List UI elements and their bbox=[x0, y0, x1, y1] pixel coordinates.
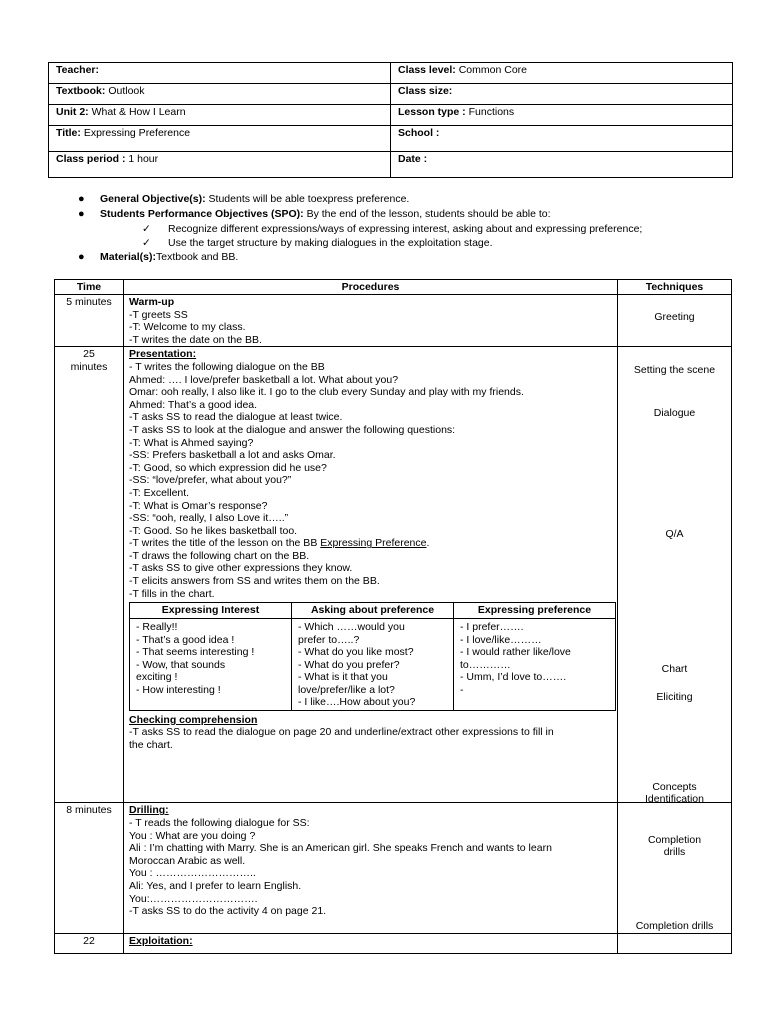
textbook-cell: Textbook: Outlook bbox=[49, 84, 391, 105]
checkmark-icon: ✓ bbox=[142, 237, 151, 249]
table-header-row bbox=[55, 280, 732, 295]
expressions-chart bbox=[129, 602, 616, 711]
unit-cell: Unit 2: What & How I Learn bbox=[49, 105, 391, 126]
school-cell: School : bbox=[391, 126, 733, 152]
chart-header-expressing: Expressing preference bbox=[454, 603, 616, 619]
class-period-cell: Class period : 1 hour bbox=[49, 152, 391, 178]
exploitation-row bbox=[55, 934, 732, 954]
presentation-row bbox=[55, 347, 732, 803]
spo-item: ✓ Recognize different expressions/ways of expressing interest, asking about and expressing preference; bbox=[142, 223, 643, 235]
materials: ● Material(s):Textbook and BB. bbox=[78, 251, 239, 263]
chart-col-interest: - Really!! - That’s a good idea ! - That seems interesting ! - Wow, that sounds exciting ! - How interesting ! bbox=[130, 619, 292, 711]
exploitation-time: 22 bbox=[55, 934, 124, 954]
spo-item: ✓ Use the target structure by making dialogues in the exploitation stage. bbox=[142, 237, 493, 249]
procedures-header: Procedures bbox=[124, 280, 618, 295]
lesson-type-cell: Lesson type : Functions bbox=[391, 105, 733, 126]
drilling-row bbox=[55, 803, 732, 934]
presentation-time: 25 minutes bbox=[55, 347, 124, 803]
presentation-techniques: Setting the scene Dialogue Q/A Chart Eliciting Concepts Identification bbox=[618, 347, 732, 803]
bullet-icon: ● bbox=[78, 193, 85, 205]
chart-col-expressing: - I prefer……. - I love/like……… - I would rather like/love to………… - Umm, I’d love to……. - bbox=[454, 619, 616, 711]
drilling-techniques: Completion drills Completion drills bbox=[618, 803, 732, 934]
title-cell: Title: Expressing Preference bbox=[49, 126, 391, 152]
techniques-header: Techniques bbox=[618, 280, 732, 295]
warmup-time: 5 minutes bbox=[55, 295, 124, 347]
chart-col-asking: - Which ……would you prefer to…..? - What do you like most? - What do you prefer? - What is it that you love/prefer/like a lot? - I like….How about you? bbox=[292, 619, 454, 711]
exploitation-procedure: Exploitation: bbox=[124, 934, 618, 954]
general-objective: ● General Objective(s): Students will be able toexpress preference. bbox=[78, 193, 410, 205]
teacher-cell: Teacher: bbox=[49, 63, 391, 84]
presentation-procedure: Presentation: - T writes the following dialogue on the BB Ahmed: …. I love/prefer basketball a lot. What about you? Omar: ooh really, I also like it. I go to the club every Sunday and play with my friends. Ahmed: That’s a good idea. -T asks SS to read the dialogue at least twice. -T asks SS to look at the dialogue and answer the following questions: -T: What is Ahmed saying? -SS: Prefers basketball a lot and asks Omar. -T: Good, so which expression did he use? -SS: “love/prefer, what about you?” -T: Excellent. -T: What is Omar’s response? -SS: “ooh, really, I also Love it…..” -T: Good. So he likes basketball too. -T writes the title of the lesson on the BB Expressing Preference. -T draws the following chart on the BB. -T asks SS to give other expressions they know. -T elicits answers from SS and writes them on the BB. -T fills in the chart. Expressing Interest Asking about preference Expressing preference - Really!! - That’s a good idea ! - That seems interesting ! - Wow, that sounds exciting ! - How interesting ! - Which ……would you prefer to…..? - What do you like most? - What do you prefer? - What is it that you love/prefer/like a lot? - I like….How about you? - I prefer……. - I love/like……… - I would rather like/love to………… - Umm, I’d love to……. - Checking comprehension -T asks SS to read the dialogue on page 20 and underline/extract other expressions to fill in the chart. bbox=[124, 347, 618, 803]
bullet-icon: ● bbox=[78, 208, 85, 220]
chart-header-interest: Expressing Interest bbox=[130, 603, 292, 619]
date-cell: Date : bbox=[391, 152, 733, 178]
exploitation-techniques bbox=[618, 934, 732, 954]
class-size-cell: Class size: bbox=[391, 84, 733, 105]
objectives-section bbox=[78, 192, 738, 265]
time-header: Time bbox=[55, 280, 124, 295]
lesson-info-table bbox=[48, 62, 733, 178]
drilling-procedure: Drilling: - T reads the following dialogue for SS: You : What are you doing ? Ali : I’m chatting with Marry. She is an American girl. She speaks French and wants to learn Moroccan Arabic as well. You : ……………………….. Ali: Yes, and I prefer to learn English. You:…………………………. -T asks SS to do the activity 4 on page 21. bbox=[124, 803, 618, 934]
warmup-procedure: Warm-up -T greets SS -T: Welcome to my class. -T writes the date on the BB. bbox=[124, 295, 618, 347]
drilling-time: 8 minutes bbox=[55, 803, 124, 934]
spo-objective: ● Students Performance Objectives (SPO): By the end of the lesson, students should be able to: bbox=[78, 208, 551, 220]
class-level-cell: Class level: Common Core bbox=[391, 63, 733, 84]
checkmark-icon: ✓ bbox=[142, 223, 151, 235]
bullet-icon: ● bbox=[78, 251, 85, 263]
warmup-technique: Greeting bbox=[618, 295, 732, 347]
warmup-row bbox=[55, 295, 732, 347]
procedures-table bbox=[54, 279, 732, 954]
chart-header-asking: Asking about preference bbox=[292, 603, 454, 619]
